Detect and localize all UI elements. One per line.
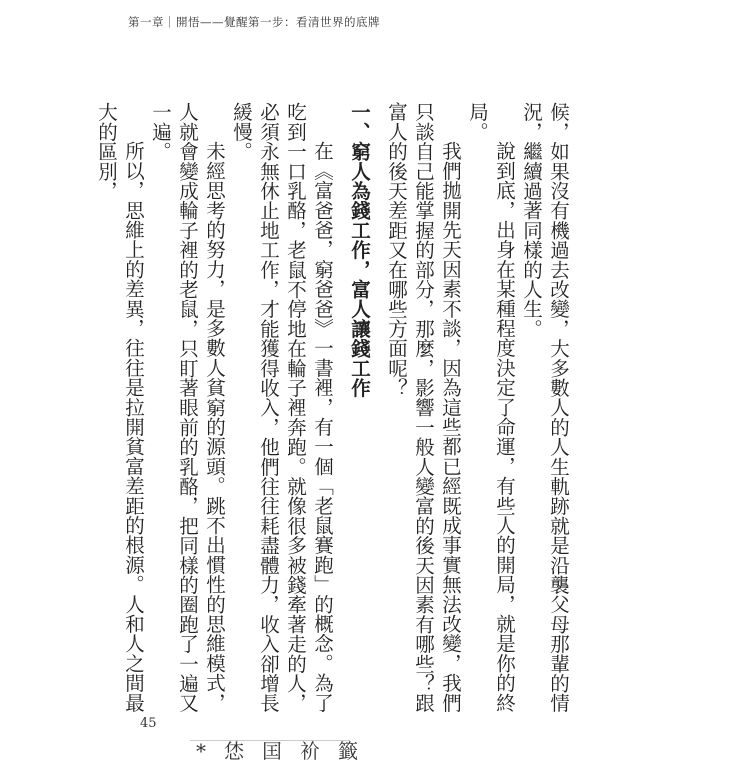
paragraph: 未經思考的努力，是多數人貧窮的源頭。跳不出慣性的思維模式，人就會變成輪子裡的老鼠，只盯著眼前的乳酪，把同樣的圈跑了一遍又一遍。 [149, 102, 226, 713]
paragraph: 說到底，出身在某種程度決定了命運，有些人的開局，就是你的終局。 [466, 102, 516, 713]
paragraph-continuation: 候，如果沒有機過去改變，大多數人的人生軌跡就是沿襲父母那輩的情況，繼續過著同樣的人生。 [520, 102, 570, 713]
next-page-fragment: *恷囯衸籤 [196, 739, 376, 763]
body-text [95, 102, 572, 722]
paragraph: 我們拋開先天因素不談，因為這些都已經既成事實無法改變，我們只談自己能掌握的部分，那麼，影響一般人變富的後天因素有哪些？跟富人的後天差距又在哪些方面呢？ [385, 102, 462, 713]
page-number: 45 [140, 716, 157, 731]
paragraph: 在《富爸爸，窮爸爸》一書裡，有一個「老鼠賽跑」的概念。為了吃到一口乳酪，老鼠不停地在輪子裡奔跑。就像很多被錢牽著走的人，必須永無休止地工作，才能獲得收入，他們往往耗盡體力，收入卻增長緩慢。 [230, 102, 334, 713]
next-page-edge [190, 739, 376, 763]
section-heading: 一、窮人為錢工作，富人讓錢工作 [348, 102, 371, 398]
running-head: 第一章｜開悟——覺醒第一步：看清世界的底牌 [128, 15, 380, 29]
paragraph: 所以，思維上的差異，往往是拉開貧富差距的根源。人和人之間最大的區別， [95, 102, 145, 713]
